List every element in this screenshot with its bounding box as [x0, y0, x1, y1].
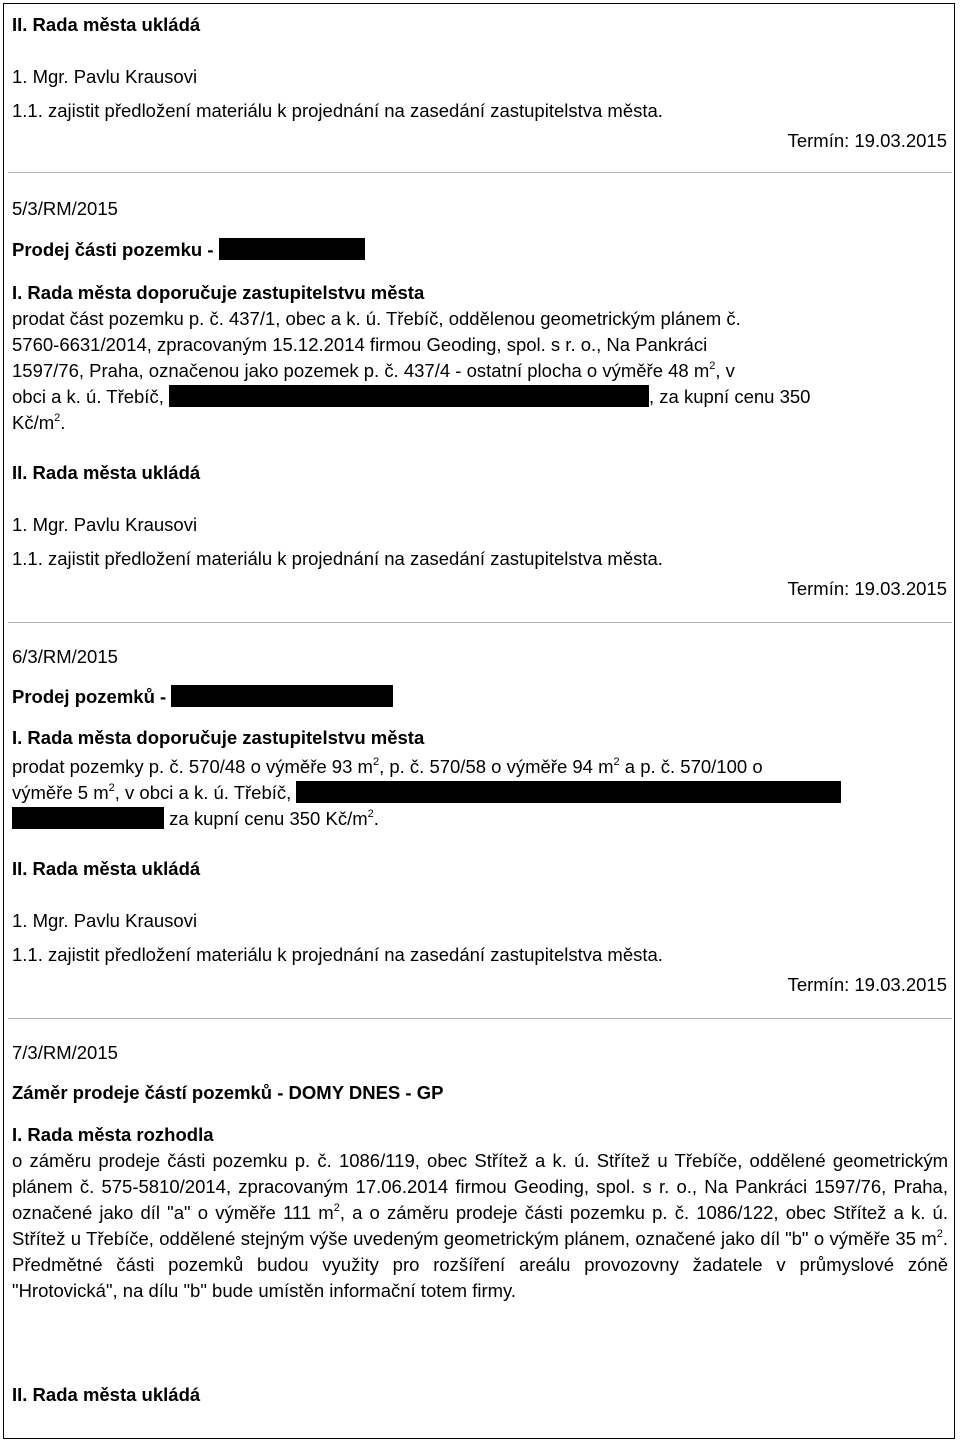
body-line: 1597/76, Praha, označenou jako pozemek p. č. 437/4 - ostatní plocha o výměře 48 $m^2$, v: [12, 360, 735, 381]
responsible-person: 1. Mgr. Pavlu Krausovi: [12, 910, 198, 931]
section-heading-doporucuje: I. Rada města doporučuje zastupitelstvu města: [12, 727, 425, 748]
redaction-bar: [171, 685, 393, 707]
responsible-person: 1. Mgr. Pavlu Krausovi: [12, 514, 198, 535]
redaction-bar: [12, 807, 164, 829]
body-line: prodat část pozemku p. č. 437/1, obec a k. ú. Třebíč, oddělenou geometrickým plánem č.: [12, 308, 741, 329]
resolution-title: Záměr prodeje částí pozemků - DOMY DNES - GP: [12, 1082, 444, 1103]
redaction-bar: [219, 238, 365, 260]
resolution-title: [12, 684, 393, 710]
title-text: Prodej pozemků -: [12, 686, 167, 707]
responsible-person: 1. Mgr. Pavlu Krausovi: [12, 66, 198, 87]
resolution-title: [12, 237, 365, 263]
task-text: 1.1. zajistit předložení materiálu k projednání na zasedání zastupitelstva města.: [12, 100, 663, 121]
body-line: 5760-6631/2014, zpracovaným 15.12.2014 firmou Geoding, spol. s r. o., Na Pankráci: [12, 334, 708, 355]
redaction-bar: [169, 385, 649, 407]
section-heading-uklada: II. Rada města ukládá: [12, 858, 201, 879]
resolution-id: 7/3/RM/2015: [12, 1042, 118, 1063]
section-heading-uklada: II. Rada města ukládá: [12, 462, 201, 483]
body-line: obci a k. ú. Třebíč, , za kupní cenu 350: [12, 386, 811, 407]
body-line: prodat pozemky p. č. 570/48 o výměře 93 $m^2$, p. č. 570/58 o výměře 94 $m^2$ a p. č. 570/100 o: [12, 756, 763, 777]
section-heading-rozhodla: I. Rada města rozhodla: [12, 1124, 214, 1145]
deadline: Termín: 19.03.2015: [787, 130, 947, 151]
resolution-id: 5/3/RM/2015: [12, 198, 118, 219]
deadline: Termín: 19.03.2015: [787, 974, 947, 995]
separator: [8, 622, 952, 623]
section-heading-uklada: II. Rada města ukládá: [12, 1384, 201, 1405]
body-line: $Kč/m^2$.: [12, 412, 66, 433]
task-text: 1.1. zajistit předložení materiálu k projednání na zasedání zastupitelstva města.: [12, 944, 663, 965]
resolution-id: 6/3/RM/2015: [12, 646, 118, 667]
section-heading-doporucuje: I. Rada města doporučuje zastupitelstvu města: [12, 282, 425, 303]
section-heading-uklada: II. Rada města ukládá: [12, 14, 201, 35]
resolution-paragraph: o záměru prodeje části pozemku p. č. 1086/119, obec Střítež a k. ú. Střítež u Třebíče, oddělené geometrickým plánem č. 575-5810/2014, zpracovaným 17.06.2014 firmou Geoding, spol. s r. o., Na Pankráci 1597/76, Praha, označené jako díl "a" o výměře 111 $m^2$, a o záměru prodeje části pozemku p. č. 1086/122, obec Střítež a k. ú. Střítež u Třebíče, oddělené stejným výše uvedeným geometrickým plánem, označené jako díl "b" o výměře 35 $m^2$. Předmětné části pozemků budou využity pro rozšíření areálu provozovny žadatele v průmyslové zóně "Hrotovická", na dílu "b" bude umístěn informační totem firmy.: [12, 1150, 948, 1301]
body-line: za kupní cenu 350 $Kč/m^2$.: [12, 806, 379, 832]
body-line: výměře 5 $m^2$, v obci a k. ú. Třebíč,: [12, 780, 841, 806]
separator: [8, 1018, 952, 1019]
separator: [8, 172, 952, 173]
deadline: Termín: 19.03.2015: [787, 578, 947, 599]
title-text: Prodej části pozemku -: [12, 239, 214, 260]
redaction-bar: [296, 781, 841, 803]
task-text: 1.1. zajistit předložení materiálu k projednání na zasedání zastupitelstva města.: [12, 548, 663, 569]
